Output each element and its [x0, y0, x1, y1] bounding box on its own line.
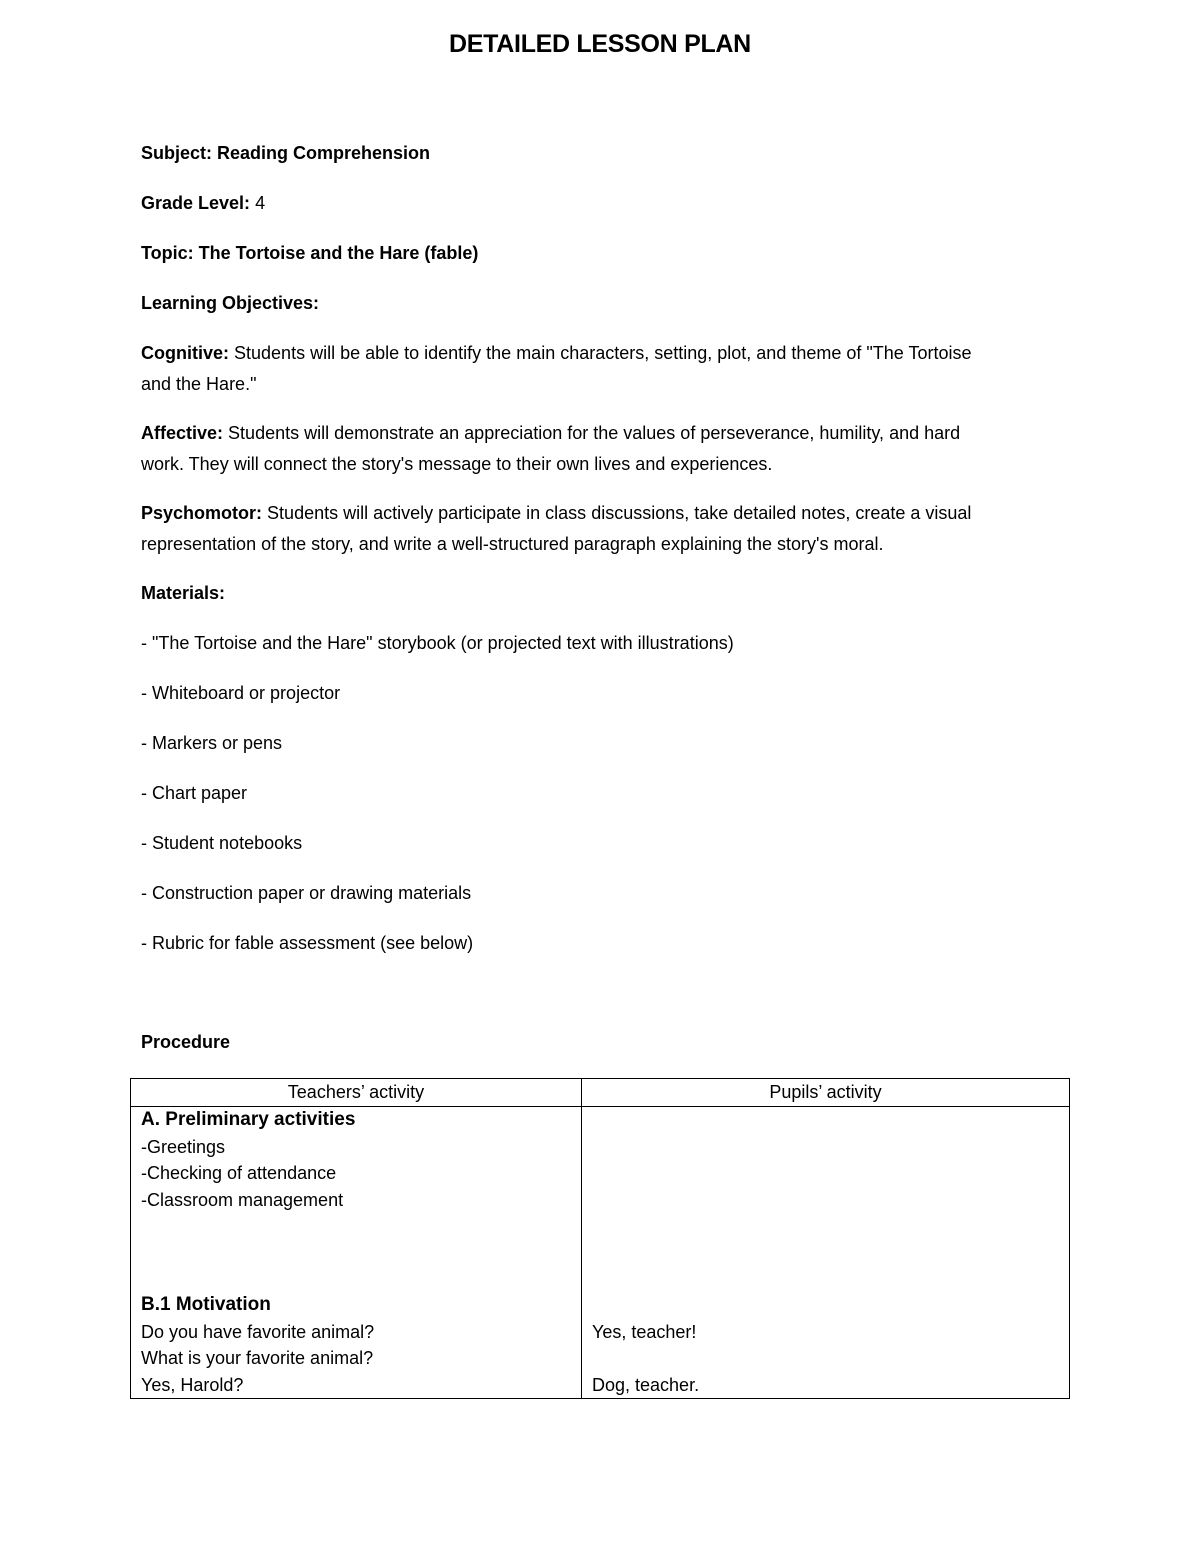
- subject-line: Subject: Reading Comprehension: [141, 143, 431, 163]
- objective-cognitive: [141, 338, 1071, 400]
- pupil-line: Yes, teacher!: [592, 1321, 697, 1342]
- pupil-line: [592, 1345, 1059, 1372]
- affective-text-line2: work. They will connect the story's message to their own lives and experiences.: [141, 454, 773, 474]
- section-b1-heading: B.1 Motivation: [141, 1294, 271, 1315]
- table-row: [131, 1107, 1070, 1399]
- materials-item: - Rubric for fable assessment (see below): [141, 933, 474, 953]
- pupil-line: Dog, teacher.: [592, 1374, 700, 1395]
- cognitive-text-line2: and the Hare.": [141, 374, 257, 394]
- topic-line: Topic: The Tortoise and the Hare (fable): [141, 243, 479, 263]
- teacher-line: Yes, Harold?: [141, 1374, 244, 1395]
- cognitive-label: Cognitive:: [141, 343, 229, 363]
- column-header-pupil: Pupils’ activity: [582, 1079, 1070, 1107]
- materials-heading: Materials:: [141, 583, 226, 603]
- objective-affective: [141, 418, 1071, 480]
- affective-label: Affective:: [141, 423, 224, 443]
- materials-item: - Markers or pens: [141, 733, 283, 753]
- spacer: [141, 1213, 571, 1292]
- document-title: DETAILED LESSON PLAN: [449, 30, 751, 58]
- procedure-heading: Procedure: [141, 1032, 231, 1052]
- materials-item: - Construction paper or drawing materials: [141, 883, 472, 903]
- objectives-heading: Learning Objectives:: [141, 293, 320, 313]
- grade-level-line: [141, 188, 1071, 219]
- teacher-line: Do you have favorite animal?: [141, 1321, 375, 1342]
- section-a-heading: A. Preliminary activities: [141, 1109, 356, 1130]
- column-header-teacher: Teachers’ activity: [131, 1079, 582, 1107]
- affective-text-line1: Students will demonstrate an appreciation for the values of perseverance, humility, and hard: [228, 423, 961, 443]
- procedure-table: [130, 1078, 1070, 1399]
- prelim-item: -Checking of attendance: [141, 1163, 337, 1183]
- materials-item: - Student notebooks: [141, 833, 303, 853]
- psychomotor-text-line2: representation of the story, and write a well-structured paragraph explaining the story's moral.: [141, 534, 884, 554]
- teacher-line: What is your favorite animal?: [141, 1348, 374, 1368]
- materials-item: - Chart paper: [141, 783, 248, 803]
- materials-item: - "The Tortoise and the Hare" storybook (or projected text with illustrations): [141, 633, 734, 653]
- grade-level-label: Grade Level:: [141, 193, 251, 213]
- psychomotor-text-line1: Students will actively participate in class discussions, take detailed notes, create a visual: [267, 503, 972, 523]
- cognitive-text-line1: Students will be able to identify the main characters, setting, plot, and theme of "The Tortoise: [234, 343, 972, 363]
- objective-psychomotor: [141, 498, 1071, 560]
- grade-level-value: 4: [255, 193, 266, 213]
- teacher-activity-cell: [131, 1107, 582, 1399]
- materials-item: - Whiteboard or projector: [141, 683, 341, 703]
- psychomotor-label: Psychomotor:: [141, 503, 263, 523]
- prelim-item: -Classroom management: [141, 1189, 344, 1210]
- table-header-row: [131, 1079, 1070, 1107]
- pupil-activity-cell: [582, 1107, 1070, 1399]
- prelim-item: -Greetings: [141, 1136, 226, 1157]
